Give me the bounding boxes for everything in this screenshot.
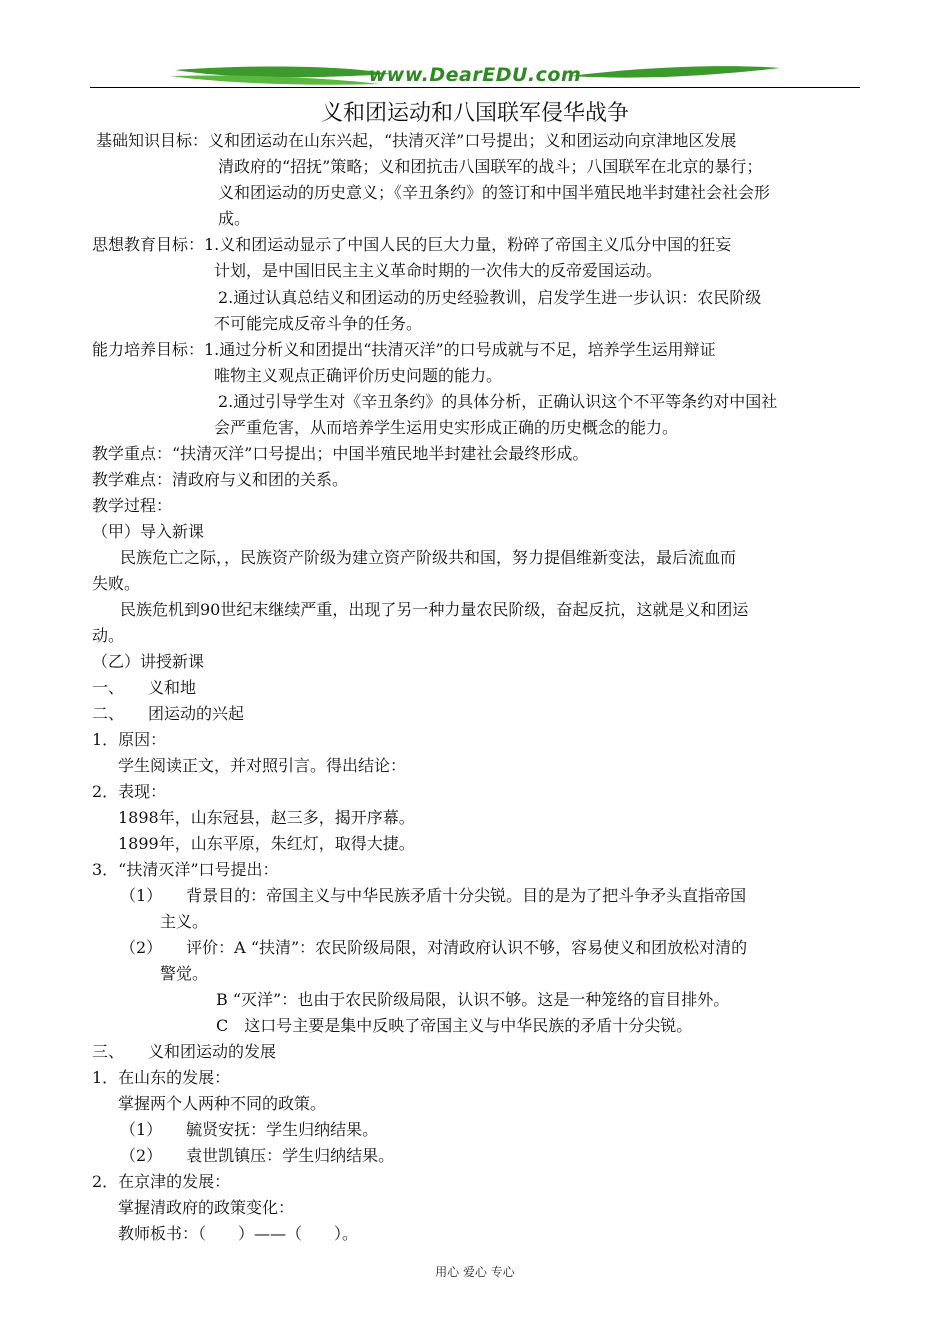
text-line: 警觉。: [160, 964, 209, 983]
text-line: B “灭洋”：也由于农民阶级局限，认识不够。这是一种笼络的盲目排外。: [216, 990, 730, 1009]
text-line: 1．在山东的发展：: [92, 1068, 231, 1087]
text-line: （2） 评价：A “扶清”：农民阶级局限，对清政府认识不够，容易使义和团放松对清的: [120, 938, 748, 957]
header-rule: [90, 87, 860, 88]
text-line: 义和团运动的历史意义；《辛丑条约》的签订和中国半殖民地半封建社会社会形: [218, 183, 771, 202]
text-line: 民族危机到90世纪末继续严重，出现了另一种力量农民阶级，奋起反抗，这就是义和团运: [120, 600, 749, 619]
text-line: 教学重点：“扶清灭洋”口号提出；中国半殖民地半封建社会最终形成。: [92, 444, 589, 463]
text-line: 能力培养目标：1.通过分析义和团提出“扶清灭洋”的口号成就与不足，培养学生运用辩证: [92, 340, 716, 359]
text-line: 学生阅读正文，并对照引言。得出结论：: [118, 756, 407, 775]
text-line: 1．原因：: [92, 730, 167, 749]
text-line: 2.通过认真总结义和团运动的历史经验教训，启发学生进一步认识：农民阶级: [218, 288, 762, 307]
text-line: 教师板书：（ ）——（ ）。: [118, 1224, 359, 1243]
text-line: 二、 团运动的兴起: [92, 704, 245, 723]
text-line: （1） 背景目的：帝国主义与中华民族矛盾十分尖锐。目的是为了把斗争矛头直指帝国: [120, 886, 747, 905]
text-line: 成。: [218, 209, 251, 228]
text-line: 掌握清政府的政策变化：: [118, 1198, 295, 1217]
document-title: 义和团运动和八国联军侵华战争: [320, 101, 629, 126]
site-logo-text: www.DearEDU.com: [368, 64, 582, 86]
text-line: （乙）讲授新课: [92, 652, 205, 671]
text-line: C 这口号主要是集中反映了帝国主义与中华民族的矛盾十分尖锐。: [216, 1016, 693, 1035]
text-line: 民族危亡之际，，民族资产阶级为建立资产阶级共和国，努力提倡维新变法，最后流血而: [120, 548, 737, 567]
text-line: 2．在京津的发展：: [92, 1172, 231, 1191]
text-line: 思想教育目标：1.义和团运动显示了中国人民的巨大力量，粉碎了帝国主义瓜分中国的狂妄: [92, 235, 732, 254]
site-header-banner: [90, 62, 860, 94]
text-line: 不可能完成反帝斗争的任务。: [214, 314, 423, 333]
text-line: 基础知识目标：义和团运动在山东兴起，“扶清灭洋”口号提出；义和团运动向京津地区发展: [96, 131, 737, 150]
text-line: 失败。: [92, 574, 141, 593]
text-line: （1） 毓贤安抚：学生归纳结果。: [120, 1120, 379, 1139]
text-line: 3．“扶清灭洋”口号提出：: [92, 860, 279, 879]
text-line: 教学过程：: [92, 496, 173, 515]
text-line: 一、 义和地: [92, 678, 197, 697]
text-line: 唯物主义观点正确评价历史问题的能力。: [214, 366, 503, 385]
text-line: 1898年，山东冠县，赵三多，揭开序幕。: [118, 808, 415, 827]
text-line: 主义。: [160, 912, 209, 931]
text-line: 掌握两个人两种不同的政策。: [118, 1094, 327, 1113]
text-line: 1899年，山东平原，朱红灯，取得大捷。: [118, 834, 415, 853]
text-line: 2．表现：: [92, 782, 167, 801]
text-line: 三、 义和团运动的发展: [92, 1042, 277, 1061]
text-line: 教学难点：清政府与义和团的关系。: [92, 470, 349, 489]
text-line: （2） 袁世凯镇压：学生归纳结果。: [120, 1146, 395, 1165]
text-line: 2.通过引导学生对《辛丑条约》的具体分析，正确认识这个不平等条约对中国社: [218, 392, 778, 411]
text-line: （甲）导入新课: [92, 522, 205, 541]
text-line: 动。: [92, 626, 125, 645]
page-footer: 用心 爱心 专心: [435, 1265, 515, 1279]
text-line: 清政府的“招抚”策略；义和团抗击八国联军的战斗；八国联军在北京的暴行；: [218, 157, 763, 176]
text-line: 计划，是中国旧民主主义革命时期的一次伟大的反帝爱国运动。: [214, 261, 663, 280]
text-line: 会严重危害，从而培养学生运用史实形成正确的历史概念的能力。: [214, 418, 679, 437]
